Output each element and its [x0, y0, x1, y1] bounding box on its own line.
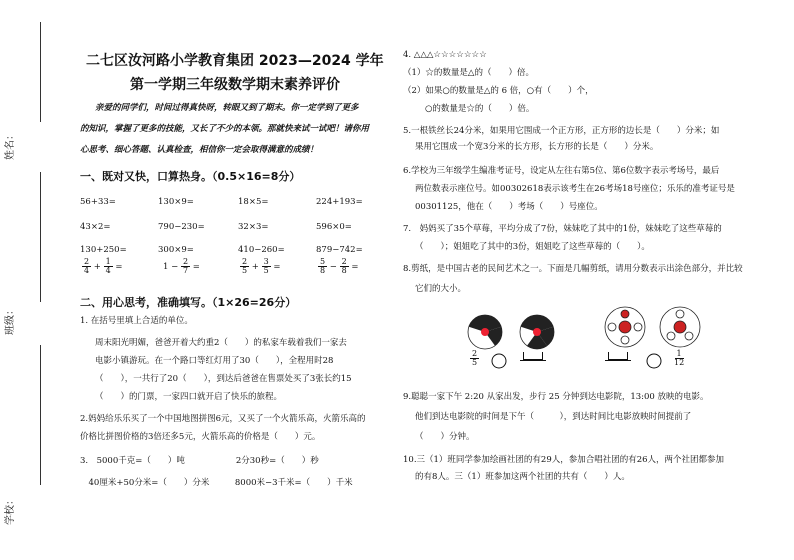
school-label: 学校： — [5, 495, 16, 525]
q8-line1: 8.剪纸，是中国古老的民间艺术之一。下面是几幅剪纸，请用分数表示出涂色部分，并比较 — [403, 264, 743, 274]
calc-item: 790−230= — [158, 222, 205, 232]
papercut-image — [458, 312, 512, 356]
q2-line2: 价格比拼图价格的3倍还多5元，火箭乐高的价格是（ ）元。 — [80, 432, 321, 442]
calc-item: 410−260= — [238, 245, 285, 255]
class-label: 班级： — [5, 305, 16, 335]
q5-line2: 果用它围成一个宽3分米的长方形，长方形的长是（ ）分米。 — [415, 142, 659, 152]
q1-line3: （ ），一共行了20（ ），到达后爸爸在售票处买了3张长约15 — [95, 374, 352, 384]
intro-line3: 心思考、细心答题、认真检查，相信你一定会取得满意的成绩！ — [80, 145, 319, 155]
binding-line — [40, 172, 41, 302]
q8-line2: 它们的大小。 — [415, 284, 467, 294]
papercut-image — [510, 312, 564, 356]
calc-item: 300×9= — [158, 245, 194, 255]
binding-line — [40, 22, 41, 122]
fraction-calc: $\frac{2}{4}$ + $\frac{1}{4}$ = — [84, 257, 123, 275]
q6-line2: 两位数表示座位号。如00302618表示该考生在26考场18号座位；乐乐的准考证号是 — [415, 184, 735, 194]
fraction-calc: 1 − $\frac{2}{7}$ = — [163, 257, 200, 275]
q9-line2: 他们到达电影院的时间是下午（ ），到达时间比电影放映时间提前了 — [415, 412, 692, 422]
q2-line1: 2.妈妈给乐乐买了一个中国地图拼图6元，又买了一个火箭乐高，火箭乐高的 — [80, 414, 366, 424]
q4-part2b: ○的数量是☆的（ ）倍。 — [425, 104, 535, 114]
q8-fraction-1-12: $\frac{1}{12}$ — [674, 349, 685, 367]
q1-line2: 电影小镇游玩。在一个路口等红灯用了30（ ），全程用时28 — [95, 356, 334, 366]
q3-line2: 40厘米+50分米=（ ）分米 8000米−3千米=（ ）千米 — [80, 478, 353, 488]
calc-item: 130+250= — [80, 245, 127, 255]
q10-line2: 的有8人。三（1）班参加这两个社团的共有（ ）人。 — [415, 472, 630, 482]
fraction-blank[interactable] — [520, 352, 546, 369]
q1-line1: 周末阳光明媚，爸爸开着大约重2（ ）的私家车载着我们一家去 — [95, 338, 347, 348]
calc-item: 130×9= — [158, 197, 194, 207]
q9-line1: 9.聪聪一家下午 2:20 从家出发，步行 25 分钟到达电影院，13:00 放映的电影。 — [403, 392, 709, 402]
calc-item: 224+193= — [316, 197, 363, 207]
fraction-calc: $\frac{2}{5}$ + $\frac{3}{5}$ = — [242, 257, 281, 275]
compare-circle[interactable] — [490, 352, 508, 370]
binding-strip — [0, 0, 50, 560]
q8-fraction-2-5: $\frac{2}{5}$ — [472, 349, 478, 367]
q4-part1: （1）☆的数量是△的（ ）倍。 — [403, 68, 534, 78]
q6-line3: 00301125，他在（ ）考场（ ）号座位。 — [415, 202, 603, 212]
papercut-image — [600, 302, 650, 356]
intro-line1: 亲爱的同学们，时间过得真快呀，转眼又到了期末。你一定学到了更多 — [95, 103, 359, 113]
name-label: 姓名： — [5, 130, 16, 160]
section2-title: 二、用心思考，准确填写。（1×26=26分） — [80, 296, 297, 309]
papercut-image — [655, 302, 705, 356]
fraction-blank[interactable] — [605, 352, 631, 369]
intro-line2: 的知识，掌握了更多的技能，又长了不少的本领。那就快来试一试吧！请你用 — [80, 124, 370, 134]
binding-line — [40, 345, 41, 485]
q3-line1: 3. 5000千克=（ ）吨 2分30秒=（ ）秒 — [80, 456, 319, 466]
q4-shapes: 4. △△△☆☆☆☆☆☆☆ — [403, 50, 487, 60]
q4-part2a: （2）如果○的数量是△的 6 倍，○有（ ）个， — [403, 86, 594, 96]
q9-line3: （ ）分钟。 — [415, 432, 475, 442]
calc-item: 56+33= — [80, 197, 116, 207]
calc-item: 32×3= — [238, 222, 269, 232]
section1-title: 一、既对又快，口算热身。（0.5×16=8分） — [80, 170, 301, 183]
exam-title-line2: 第一学期三年级数学期末素养评价 — [130, 77, 340, 93]
fraction-calc: $\frac{5}{8}$ − $\frac{2}{8}$ = — [320, 257, 359, 275]
q5-line1: 5.一根铁丝长24分米，如果用它围成一个正方形，正方形的边长是（ ）分米；如 — [403, 126, 720, 136]
compare-circle[interactable] — [645, 352, 663, 370]
calc-item: 18×5= — [238, 197, 269, 207]
q7-line2: （ ）；姐姐吃了其中的3份，姐姐吃了这些草莓的（ ）。 — [415, 242, 650, 252]
exam-title-line1: 二七区汝河路小学教育集团 2023—2024 学年 — [86, 53, 384, 69]
calc-item: 43×2= — [80, 222, 111, 232]
q7-line1: 7. 妈妈买了35个草莓，平均分成了7份，妹妹吃了其中的1份，妹妹吃了这些草莓的 — [403, 224, 722, 234]
q1-line4: （ ）的门票，一家四口就开启了快乐的旅程。 — [95, 392, 283, 402]
calc-item: 879−742= — [316, 245, 363, 255]
q6-line1: 6.学校为三年级学生编准考证号，设定从左往右第5位、第6位数字表示考场号，最后 — [403, 166, 720, 176]
q1-prompt: 1. 在括号里填上合适的单位。 — [80, 316, 193, 326]
q10-line1: 10.三（1）班同学参加绘画社团的有29人，参加合唱社团的有26人，两个社团都参加 — [403, 455, 725, 465]
calc-item: 596×0= — [316, 222, 352, 232]
